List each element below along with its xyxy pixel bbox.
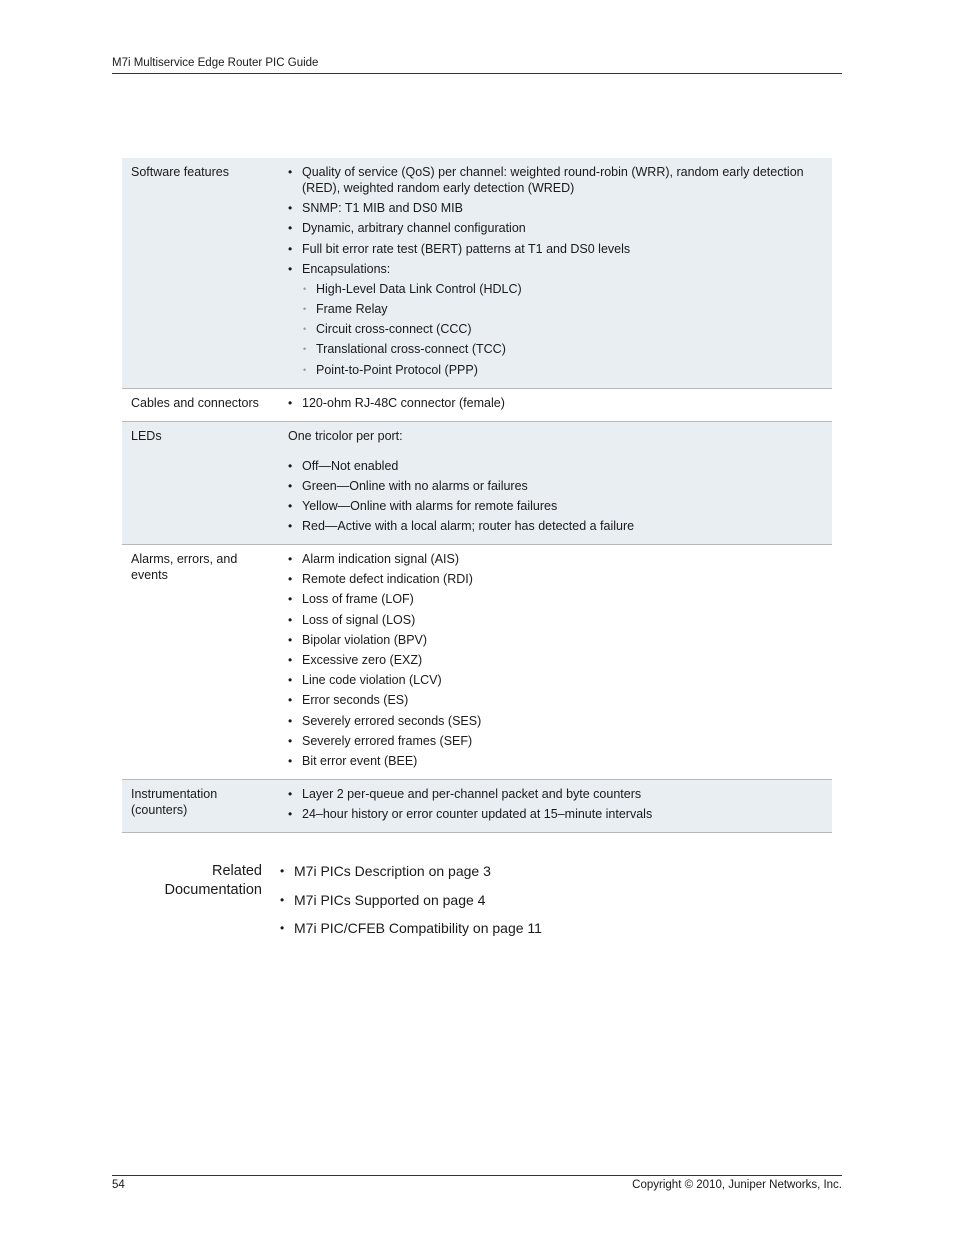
header-title: M7i Multiservice Edge Router PIC Guide	[112, 57, 319, 69]
list-item: • 24–hour history or error counter updated at 15–minute intervals	[288, 806, 820, 822]
leds-intro: One tricolor per port:	[288, 428, 403, 443]
page-number: 54	[112, 1179, 125, 1191]
list-item: • Loss of signal (LOS)	[288, 612, 820, 628]
list-item: • Alarm indication signal (AIS)	[288, 551, 820, 567]
list-item: • Excessive zero (EXZ)	[288, 652, 820, 668]
list-item: • Bipolar violation (BPV)	[288, 632, 820, 648]
list-item: • Line code violation (LCV)	[288, 672, 820, 688]
row-cables-connectors	[122, 388, 832, 421]
list-item: • Bit error event (BEE)	[288, 753, 820, 769]
list-item: • Green—Online with no alarms or failures	[288, 478, 820, 494]
row-label: Cables and connectors	[131, 395, 259, 410]
row-instrumentation	[122, 779, 832, 832]
running-header	[112, 57, 842, 74]
row-value	[271, 779, 832, 832]
sub-list-item: • Translational cross-connect (TCC)	[302, 341, 820, 357]
list-item: • Yellow—Online with alarms for remote failures	[288, 498, 820, 514]
row-value	[271, 421, 832, 545]
list-item: • Layer 2 per-queue and per-channel packet and byte counters	[288, 786, 820, 802]
row-alarms-errors-events	[122, 545, 832, 780]
list-item: • Red—Active with a local alarm; router has detected a failure	[288, 518, 820, 534]
list-item-encapsulations	[288, 261, 820, 378]
row-software-features	[122, 158, 832, 388]
related-documentation-list	[280, 862, 680, 948]
list-item: • Severely errored seconds (SES)	[288, 713, 820, 729]
sub-list-item: • Frame Relay	[302, 301, 820, 317]
row-label: LEDs	[131, 428, 162, 443]
row-value	[271, 545, 832, 780]
cables-list	[288, 395, 820, 411]
list-item: • Loss of frame (LOF)	[288, 591, 820, 607]
list-item: • Full bit error rate test (BERT) patterns at T1 and DS0 levels	[288, 241, 820, 257]
copyright-text: Copyright © 2010, Juniper Networks, Inc.	[632, 1179, 842, 1191]
row-label: Software features	[131, 165, 229, 179]
list-item: • 120-ohm RJ-48C connector (female)	[288, 395, 820, 411]
list-item: • Remote defect indication (RDI)	[288, 571, 820, 587]
list-item-text: Encapsulations:	[302, 261, 391, 276]
related-documentation-heading: Related Documentation	[164, 863, 262, 898]
alarms-list	[288, 551, 820, 769]
row-label: Instrumentation (counters)	[131, 786, 218, 817]
sub-list-item: • Point-to-Point Protocol (PPP)	[302, 362, 820, 378]
related-link[interactable]: • M7i PIC/CFEB Compatibility on page 11	[280, 919, 680, 938]
list-item: • Error seconds (ES)	[288, 692, 820, 708]
leds-list	[288, 458, 820, 535]
page-footer	[112, 1175, 842, 1191]
row-value	[271, 158, 832, 388]
list-item: • SNMP: T1 MIB and DS0 MIB	[288, 200, 820, 216]
specifications-table	[122, 158, 832, 833]
related-link[interactable]: • M7i PICs Supported on page 4	[280, 891, 680, 910]
row-leds	[122, 421, 832, 545]
list-item: • Dynamic, arbitrary channel configuration	[288, 220, 820, 236]
list-item: • Severely errored frames (SEF)	[288, 733, 820, 749]
list-item: • Quality of service (QoS) per channel: weighted round-robin (WRR), random early detection (RED), weighted random early detection (WRED)	[288, 164, 820, 196]
row-label: Alarms, errors, and events	[131, 552, 238, 583]
software-features-list	[288, 164, 820, 378]
row-value	[271, 388, 832, 421]
sub-list-item: • Circuit cross-connect (CCC)	[302, 321, 820, 337]
sub-list-item: • High-Level Data Link Control (HDLC)	[302, 281, 820, 297]
list-item: • Off—Not enabled	[288, 458, 820, 474]
related-link[interactable]: • M7i PICs Description on page 3	[280, 862, 680, 881]
encapsulations-list	[302, 281, 820, 378]
instrumentation-list	[288, 786, 820, 822]
